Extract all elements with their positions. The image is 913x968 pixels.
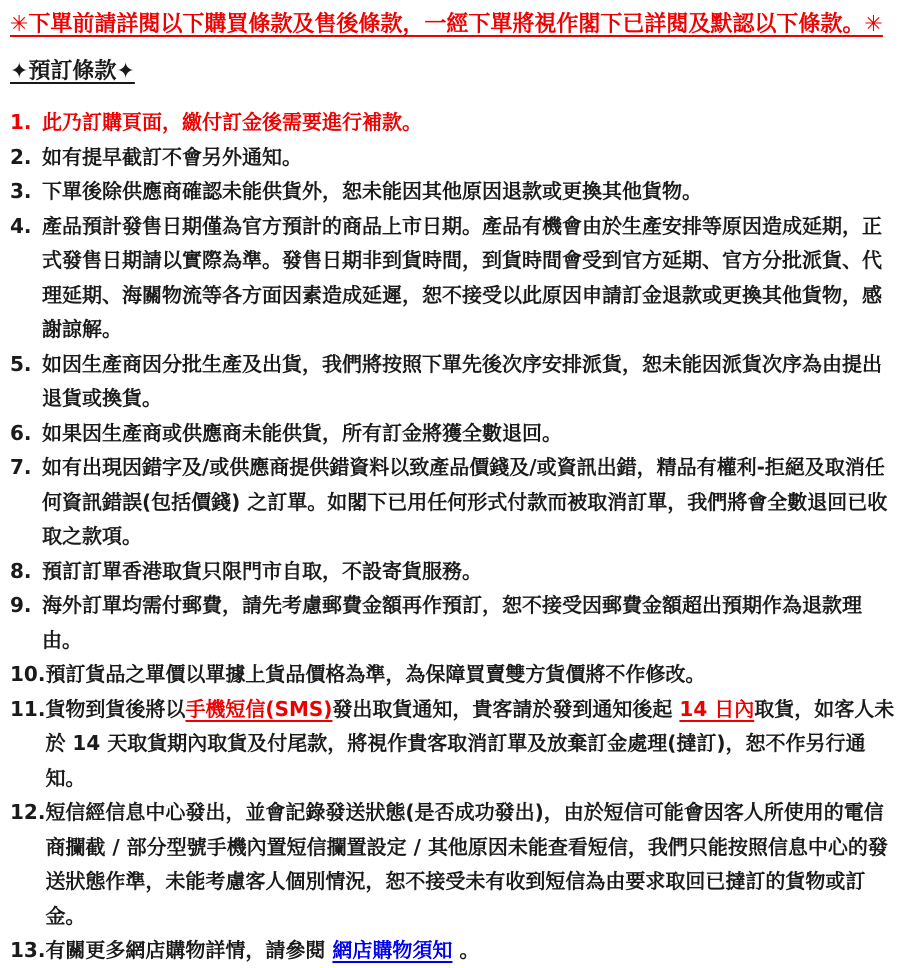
pre-order-notice [10, 8, 899, 42]
term-number: 6. [10, 420, 32, 445]
text-segment: 如有提早截訂不會另外通知。 [42, 144, 302, 169]
sms-highlight: 手機短信(SMS) [185, 696, 333, 721]
term-number: 10. [10, 662, 46, 686]
term-text [42, 140, 899, 175]
term-item-12 [10, 795, 899, 933]
text-segment: 預訂貨品之單價以單據上貨品價格為準，為保障買賣雙方貨價將不作修改。 [45, 662, 706, 686]
term-text [42, 588, 899, 657]
text-segment: 貨物到貨後將以 [45, 696, 186, 721]
term-text [42, 209, 899, 347]
text-segment: 。 [452, 938, 480, 962]
term-text [42, 450, 899, 554]
store-shopping-notice-link[interactable]: 網店購物須知 [332, 938, 453, 962]
text-segment: 取貨，如客人未於 14 天取貨期內取貨及付尾款，將視作貴客取消訂單及放棄訂金處理(撻訂)，恕不作另行通知。 [45, 696, 895, 790]
term-number: 1. [10, 110, 32, 134]
term-text [45, 657, 899, 692]
text-segment: 有關更多網店購物詳情，請參閱 [45, 938, 333, 962]
14-days-highlight: 14 日內 [679, 696, 755, 721]
text-segment: 產品預計發售日期僅為官方預計的商品上市日期。產品有機會由於生產安排等原因造成延期，正式發售日期請以實際為準。發售日期非到貨時間，到貨時間會受到官方延期、官方分批派貨、代理延期、海關物流等各方面因素造成延遲，恕不接受以此原因申請訂金退款或更換其他貨物，感謝諒解。 [42, 213, 882, 341]
text-segment: 此乃訂購頁面，繳付訂金後需要進行補款。 [42, 110, 422, 134]
text-segment: 如有出現因錯字及/或供應商提供錯資料以致產品價錢及/或資訊出錯，精品有權利-拒絕及取消任何資訊錯誤(包括價錢) 之訂單。如閣下已用任何形式付款而被取消訂單，我們將會全數退回已收取之款項。 [42, 455, 888, 548]
term-item-3 [10, 174, 899, 209]
term-number: 7. [10, 455, 32, 479]
term-number: 11. [10, 696, 46, 721]
pre-order-terms-heading: ✦預訂條款✦ [10, 59, 135, 84]
term-number: 3. [10, 179, 32, 203]
term-text [42, 105, 899, 140]
term-number: 8. [10, 558, 32, 583]
text-segment: 發出取貨通知，貴客請於發到通知後起 [332, 696, 680, 721]
term-item-8 [10, 554, 899, 589]
term-number: 2. [10, 144, 32, 169]
text-segment: 如果因生產商或供應商未能供貨，所有訂金將獲全數退回。 [42, 420, 562, 445]
term-number: 4. [10, 213, 32, 238]
term-item-11 [10, 692, 899, 796]
term-number: 5. [10, 351, 32, 376]
term-item-9 [10, 588, 899, 657]
term-number: 13. [10, 938, 46, 962]
term-text [42, 554, 899, 589]
term-item-4 [10, 209, 899, 347]
term-item-5 [10, 347, 899, 416]
term-item-1 [10, 105, 899, 140]
term-item-6 [10, 416, 899, 451]
term-text [45, 795, 899, 933]
term-item-7 [10, 450, 899, 554]
section-heading-row [10, 55, 899, 90]
term-text [42, 174, 899, 209]
text-segment: 短信經信息中心發出，並會記錄發送狀態(是否成功發出)，由於短信可能會因客人所使用的電信商攔截 / 部分型號手機內置短信攔置設定 / 其他原因未能查看短信，我們只能按照信息中心的發送狀態作準，未能考慮客人個別情況，恕不接受未有收到短信為由要求取回已撻訂的貨物或訂金。 [45, 800, 888, 928]
term-item-2 [10, 140, 899, 175]
text-segment: 海外訂單均需付郵費，請先考慮郵費金額再作預訂，恕不接受因郵費金額超出預期作為退款理由。 [42, 593, 862, 652]
term-item-10 [10, 657, 899, 692]
term-text [45, 933, 899, 968]
text-segment: 下單後除供應商確認未能供貨外，恕未能因其他原因退款或更換其他貨物。 [42, 179, 702, 203]
terms-list [10, 105, 899, 968]
term-number: 12. [10, 800, 46, 824]
term-text [45, 692, 899, 796]
term-item-13 [10, 933, 899, 968]
term-text [42, 347, 899, 416]
term-number: 9. [10, 593, 32, 617]
text-segment: 如因生產商因分批生產及出貨，我們將按照下單先後次序安排派貨，恕未能因派貨次序為由提出退貨或換貨。 [42, 351, 882, 410]
term-text [42, 416, 899, 451]
text-segment: 預訂訂單香港取貨只限門市自取，不設寄貨服務。 [42, 558, 482, 583]
pre-order-notice-text: ✳下單前請詳閱以下購買條款及售後條款，一經下單將視作閣下已詳閱及默認以下條款。✳ [10, 12, 883, 37]
